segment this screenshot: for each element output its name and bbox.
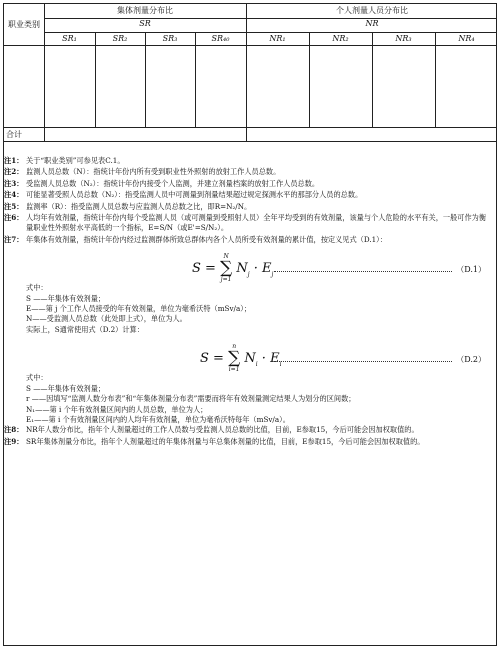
note-text: 受监测人员总数（N₂）：指统计年份内接受个人监测，并建立剂量档案的放射工作人员总数。 bbox=[26, 178, 320, 188]
sum-lower-limit: j=1 bbox=[220, 276, 232, 284]
note-text: 监测人员总数（N）：指统计年份内所有受到职业性外照射的放射工作人员总数。 bbox=[26, 167, 281, 177]
where-label: 式中： bbox=[26, 373, 48, 383]
note-text: 年集体有效剂量，指统计年份内经过监测群体所致总群体内各个人员所受有效剂量的累计值，按定义见式（D.1）： bbox=[26, 234, 387, 244]
leader-dots bbox=[274, 361, 452, 362]
note-label: 注5： bbox=[4, 201, 24, 211]
formula-d2 bbox=[4, 337, 496, 374]
header-bottom-line bbox=[4, 45, 496, 46]
col-header-nr1: NR₁ bbox=[269, 34, 286, 43]
col-header-nr2: NR₂ bbox=[332, 34, 349, 43]
formula-term: N bbox=[236, 261, 248, 277]
group2-abbr: NR bbox=[365, 19, 379, 28]
note-label: 注4： bbox=[4, 190, 24, 200]
column-line bbox=[309, 32, 310, 127]
formula-term-sub: j bbox=[247, 270, 250, 278]
column-line bbox=[195, 32, 196, 127]
note-label: 注9： bbox=[4, 436, 24, 446]
note-label: 注6： bbox=[4, 213, 24, 223]
note-label: 注1： bbox=[4, 156, 24, 165]
column-line bbox=[435, 32, 436, 127]
sum-lower-limit: i=1 bbox=[228, 366, 240, 374]
header-divider bbox=[44, 32, 496, 33]
col-header-nr3: NR₃ bbox=[395, 34, 412, 43]
definition-item: N₁——第 i 个年有效剂量区间内的人员总数，单位为人； bbox=[26, 404, 208, 414]
note-text: 可能显著受照人员总数（N₂）：指受监测人员中可测量到剂量结果超过规定探测水平的那部分人员的总数。 bbox=[26, 190, 363, 200]
group2-title: 个人剂量人员分布比 bbox=[336, 6, 408, 15]
col-header-nr4: NR₄ bbox=[458, 34, 475, 43]
sum-upper-limit: n bbox=[232, 343, 237, 351]
formula-dot: · bbox=[253, 261, 258, 277]
note-item bbox=[4, 179, 496, 189]
body-bottom-line bbox=[4, 127, 496, 128]
sum-upper-limit: N bbox=[223, 253, 229, 261]
where-label: 式中： bbox=[26, 283, 48, 293]
total-bottom-line bbox=[4, 141, 496, 142]
definition-item: N——受监测人员总数（此处即上式），单位为人。 bbox=[26, 314, 187, 324]
col-header-sr3: SR₃ bbox=[162, 34, 178, 43]
note-item bbox=[4, 156, 496, 166]
formula-lhs: S = bbox=[192, 261, 221, 277]
formula-term-sub: i bbox=[255, 360, 258, 368]
note-text: 监测率（R）：指受监测人员总数与应监测人员总数之比，即R=N₂/N。 bbox=[26, 201, 252, 211]
formula-number: （D.1） bbox=[456, 264, 486, 274]
sum-operator: N ∑ j=1 bbox=[220, 253, 233, 284]
col-header-sr2: SR₂ bbox=[112, 34, 128, 43]
corner-label: 职业类别 bbox=[8, 20, 40, 29]
formula-dot: · bbox=[261, 351, 266, 367]
col-header-sr1: SR₁ bbox=[62, 34, 77, 43]
note-item bbox=[4, 213, 496, 234]
definition-item: E₁——第 i 个有效剂量区间内的人均年有效剂量，单位为毫希沃特每年（mSv/a）。 bbox=[26, 414, 290, 424]
formula-term2: E bbox=[262, 261, 272, 277]
col-header-sr4: SR₄₀ bbox=[211, 34, 230, 43]
leader-dots bbox=[274, 271, 452, 272]
note-label: 注3： bbox=[4, 178, 24, 188]
definition-item: r ——因填写“监测人数分布表”和“年集体剂量分布表”需要而将年有效剂量测定结果人为划分的区间数； bbox=[26, 394, 356, 404]
formula-d1-expression bbox=[192, 253, 273, 284]
note-item bbox=[4, 190, 496, 200]
note-item bbox=[4, 167, 496, 177]
note-text: 关于“职业类别”可参见表C.1。 bbox=[26, 156, 125, 165]
definition-item: E——第 j 个工作人员接受的年有效剂量，单位为毫希沃特（mSv/a）； bbox=[26, 304, 252, 314]
document-page bbox=[3, 3, 497, 646]
note-label: 注8： bbox=[4, 425, 24, 435]
notes-section bbox=[4, 156, 496, 448]
note-item bbox=[4, 235, 496, 245]
formula-term2: E bbox=[270, 351, 280, 367]
note-text: NR年人数分布比，指年个人剂量超过的工作人员数与受监测人员总数的比值，目前，E参取15，今后可能会因加权取值的。 bbox=[26, 425, 419, 435]
note-label: 注2： bbox=[4, 167, 24, 177]
group1-abbr: SR bbox=[139, 19, 151, 28]
column-line bbox=[372, 32, 373, 127]
column-line bbox=[145, 32, 146, 127]
formula-term2-sub: j bbox=[271, 270, 274, 278]
formula-d2-expression bbox=[200, 343, 282, 374]
formula-lhs: S = bbox=[200, 351, 229, 367]
definition-item: S ——年集体有效剂量； bbox=[26, 383, 106, 393]
formula-number: （D.2） bbox=[456, 354, 486, 364]
note-item bbox=[4, 202, 496, 212]
formula-d1 bbox=[4, 247, 496, 284]
note-item bbox=[4, 425, 496, 435]
formula-term2-sub: i bbox=[279, 360, 282, 368]
formula-term: N bbox=[244, 351, 256, 367]
column-line bbox=[95, 32, 96, 127]
note-text: 人均年有效剂量，指统计年份内每个受监测人员（或可测量到受照射人员）全年平均受到的有效剂量，该量与个人危险的水平有关，一般可作为衡量职业性外照射水平高低的一个指标，E=S/N（或E'=S/N₂）。 bbox=[26, 213, 487, 233]
group1-title: 集体剂量分布比 bbox=[117, 6, 173, 15]
sum-operator: n ∑ i=1 bbox=[228, 343, 241, 374]
practice-text: 实际上，S通常使用式（D.2）计算： bbox=[26, 324, 144, 334]
note-label: 注7： bbox=[4, 234, 24, 244]
definition-item: S ——年集体有效剂量； bbox=[26, 293, 106, 303]
total-label: 合计 bbox=[6, 130, 22, 139]
note-item bbox=[4, 437, 496, 447]
note-text: SR年集体剂量分布比，指年个人剂量超过的年集体剂量与年总集体剂量的比值，目前，E参取15，今后可能会因加权取值的。 bbox=[26, 436, 425, 446]
